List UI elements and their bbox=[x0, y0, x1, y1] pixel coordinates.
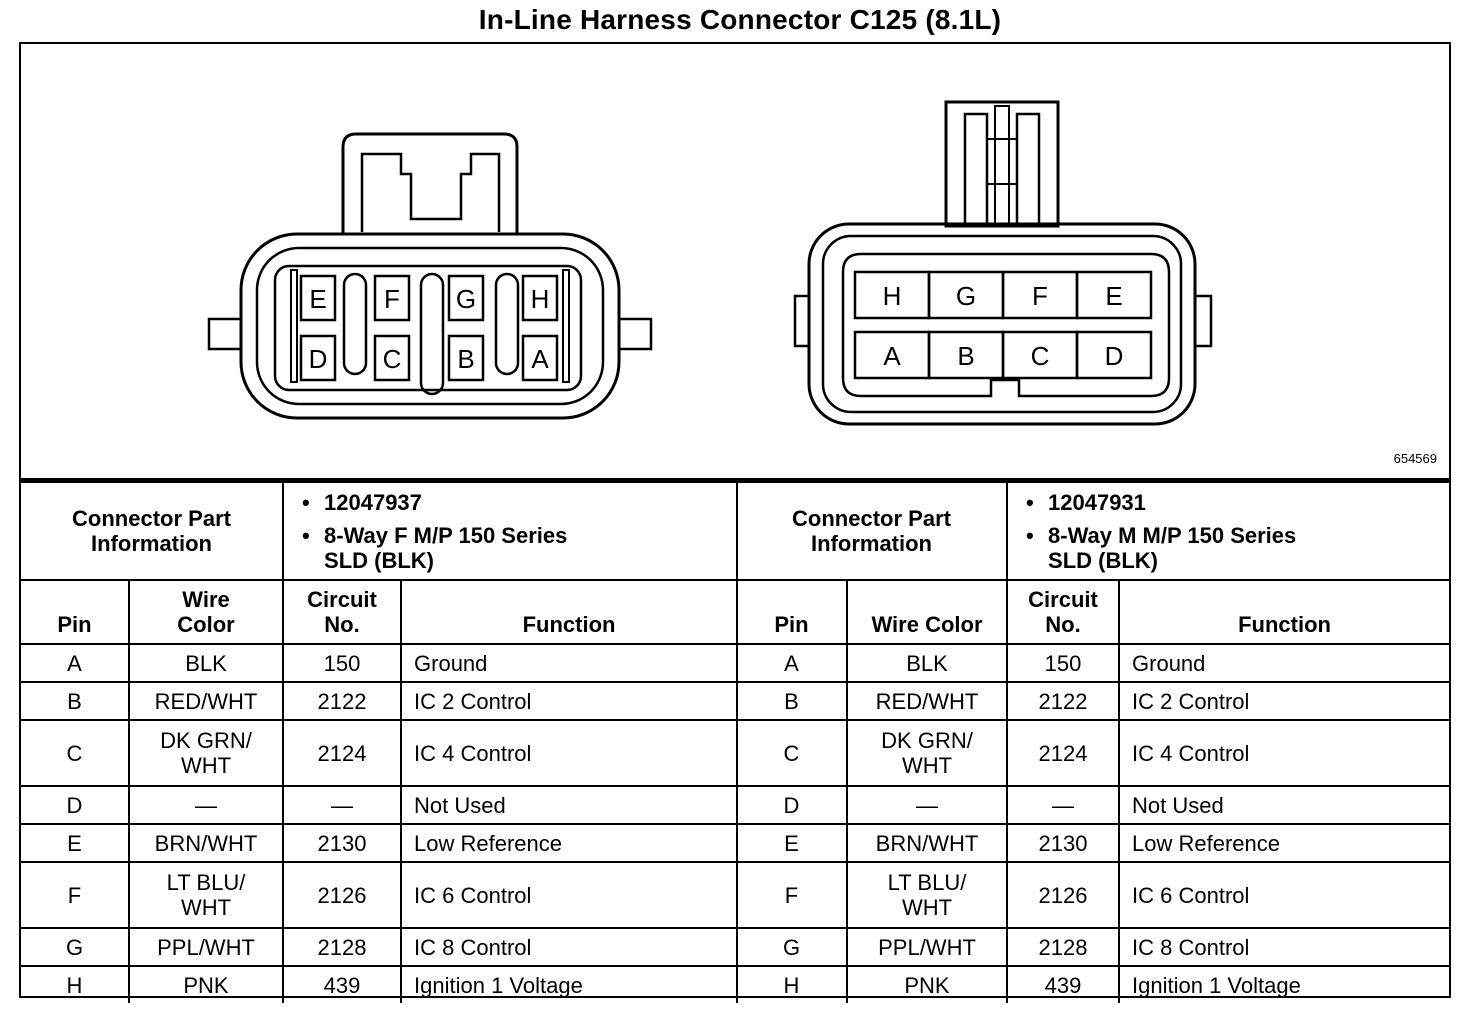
left-label-a: A bbox=[531, 344, 549, 374]
function-cell: IC 8 Control bbox=[401, 928, 737, 966]
header-circuit-line2: No. bbox=[324, 612, 360, 637]
function-cell: Not Used bbox=[401, 786, 737, 824]
header-circuit-no bbox=[283, 580, 401, 644]
bullet-part-number bbox=[1026, 489, 1445, 515]
left-label-f: F bbox=[384, 284, 400, 314]
left-label-c: C bbox=[382, 344, 402, 374]
circuit-cell: 2128 bbox=[1007, 928, 1119, 966]
circuit-cell: 2126 bbox=[283, 862, 401, 928]
left-label-g: G bbox=[455, 284, 477, 314]
bullet-dot: • bbox=[1026, 522, 1034, 548]
left-latch-inner bbox=[362, 154, 499, 232]
bullet-dot: • bbox=[302, 522, 310, 548]
function-cell: Ignition 1 Voltage bbox=[1119, 966, 1449, 1003]
wire-cell: BRN/WHT bbox=[129, 824, 283, 862]
wire-line1: DK GRN/ bbox=[881, 728, 973, 753]
function-cell: IC 4 Control bbox=[401, 720, 737, 786]
circuit-cell: 439 bbox=[283, 966, 401, 1003]
bullet-description bbox=[302, 522, 732, 548]
left-label-b: B bbox=[457, 344, 475, 374]
wire-cell: RED/WHT bbox=[847, 682, 1007, 720]
header-wire-color bbox=[129, 580, 283, 644]
circuit-cell: 2124 bbox=[283, 720, 401, 786]
right-label-c: C bbox=[1030, 341, 1050, 371]
right-label-h: H bbox=[882, 281, 902, 311]
table-row bbox=[21, 644, 737, 682]
function-cell: Ground bbox=[401, 644, 737, 682]
part-info-label bbox=[21, 482, 283, 580]
circuit-cell: — bbox=[1007, 786, 1119, 824]
right-latch bbox=[946, 102, 1058, 226]
left-label-h: H bbox=[530, 284, 550, 314]
circuit-cell: 2130 bbox=[1007, 824, 1119, 862]
function-cell: Low Reference bbox=[401, 824, 737, 862]
info-label-line2: Information bbox=[811, 531, 932, 556]
circuit-cell: 150 bbox=[1007, 644, 1119, 682]
part-info-bullets bbox=[1007, 482, 1449, 580]
function-cell: IC 6 Control bbox=[401, 862, 737, 928]
wire-cell: PNK bbox=[847, 966, 1007, 1003]
wire-line2: WHT bbox=[901, 895, 953, 920]
function-cell: IC 2 Control bbox=[1119, 682, 1449, 720]
header-function: Function bbox=[1119, 580, 1449, 644]
function-cell: IC 8 Control bbox=[1119, 928, 1449, 966]
function-cell: IC 4 Control bbox=[1119, 720, 1449, 786]
column-header-row bbox=[737, 580, 1449, 644]
circuit-cell: 2122 bbox=[283, 682, 401, 720]
wire-cell: — bbox=[847, 786, 1007, 824]
table-row bbox=[21, 682, 737, 720]
part-number: 12047931 bbox=[1048, 489, 1146, 515]
function-cell: IC 6 Control bbox=[1119, 862, 1449, 928]
table-row bbox=[737, 862, 1449, 928]
part-info-row bbox=[737, 482, 1449, 580]
wire-line1: LT BLU/ bbox=[166, 870, 246, 895]
bullet-dot: • bbox=[302, 489, 310, 515]
right-body-inner bbox=[823, 236, 1181, 412]
part-description-line1: 8-Way M M/P 150 Series bbox=[1048, 522, 1297, 548]
part-number: 12047937 bbox=[324, 489, 422, 515]
pin-cell: G bbox=[737, 928, 847, 966]
right-tab-left bbox=[795, 296, 809, 346]
function-cell: Low Reference bbox=[1119, 824, 1449, 862]
part-description-line1: 8-Way F M/P 150 Series bbox=[324, 522, 568, 548]
right-label-d: D bbox=[1104, 341, 1124, 371]
pin-cell: H bbox=[21, 966, 129, 1003]
right-label-e: E bbox=[1105, 281, 1123, 311]
pin-cell: B bbox=[737, 682, 847, 720]
wire-cell: PPL/WHT bbox=[129, 928, 283, 966]
bullet-dot: • bbox=[1026, 489, 1034, 515]
wire-line2: WHT bbox=[901, 753, 953, 778]
pin-cell: A bbox=[737, 644, 847, 682]
left-tab-right bbox=[619, 319, 651, 349]
pin-cell: C bbox=[21, 720, 129, 786]
pin-cell: E bbox=[737, 824, 847, 862]
left-label-d: D bbox=[308, 344, 328, 374]
part-description-line2: SLD (BLK) bbox=[324, 547, 434, 573]
wire-cell bbox=[129, 862, 283, 928]
right-label-b: B bbox=[957, 341, 975, 371]
header-circuit-line2: No. bbox=[1045, 612, 1081, 637]
table-row bbox=[21, 720, 737, 786]
column-header-row bbox=[21, 580, 737, 644]
table-row bbox=[737, 720, 1449, 786]
connector-diagram bbox=[21, 44, 1449, 480]
header-circuit-line1: Circuit bbox=[1028, 587, 1098, 612]
table-row bbox=[737, 786, 1449, 824]
pin-cell: H bbox=[737, 966, 847, 1003]
pin-cell: A bbox=[21, 644, 129, 682]
part-description-line2: SLD (BLK) bbox=[1048, 547, 1158, 573]
wire-cell: PNK bbox=[129, 966, 283, 1003]
pin-cell: F bbox=[737, 862, 847, 928]
wire-cell: PPL/WHT bbox=[847, 928, 1007, 966]
pin-cell: G bbox=[21, 928, 129, 966]
function-cell: IC 2 Control bbox=[401, 682, 737, 720]
pin-cell: F bbox=[21, 862, 129, 928]
wire-cell: BLK bbox=[129, 644, 283, 682]
table-row bbox=[21, 928, 737, 966]
right-pinout-table bbox=[737, 481, 1449, 1003]
info-label-line1: Connector Part bbox=[792, 506, 951, 531]
pin-cell: D bbox=[737, 786, 847, 824]
wire-line1: DK GRN/ bbox=[160, 728, 252, 753]
header-wire-line1: Wire bbox=[182, 587, 230, 612]
header-circuit-line1: Circuit bbox=[307, 587, 377, 612]
header-pin: Pin bbox=[21, 580, 129, 644]
wire-cell bbox=[129, 720, 283, 786]
table-row bbox=[737, 966, 1449, 1003]
circuit-cell: — bbox=[283, 786, 401, 824]
bullet-part-number bbox=[302, 489, 732, 515]
wire-cell bbox=[847, 720, 1007, 786]
header-pin: Pin bbox=[737, 580, 847, 644]
pin-cell: D bbox=[21, 786, 129, 824]
info-label-line1: Connector Part bbox=[72, 506, 231, 531]
table-row bbox=[21, 786, 737, 824]
wire-cell bbox=[847, 862, 1007, 928]
pin-cell: E bbox=[21, 824, 129, 862]
header-wire-line2: Color bbox=[177, 612, 235, 637]
table-row bbox=[737, 928, 1449, 966]
pin-cell: B bbox=[21, 682, 129, 720]
left-connector-drawing bbox=[209, 134, 651, 418]
right-tab-right bbox=[1195, 296, 1211, 346]
wire-line2: WHT bbox=[180, 895, 232, 920]
header-circuit-no bbox=[1007, 580, 1119, 644]
circuit-cell: 2126 bbox=[1007, 862, 1119, 928]
wire-cell: RED/WHT bbox=[129, 682, 283, 720]
table-row bbox=[737, 682, 1449, 720]
circuit-cell: 2124 bbox=[1007, 720, 1119, 786]
table-row bbox=[737, 644, 1449, 682]
right-label-a: A bbox=[883, 341, 901, 371]
part-info-row bbox=[21, 482, 737, 580]
right-cavity-frame bbox=[843, 254, 1169, 396]
left-label-e: E bbox=[309, 284, 327, 314]
table-row bbox=[21, 862, 737, 928]
left-tab-left bbox=[209, 319, 241, 349]
wire-line1: LT BLU/ bbox=[887, 870, 967, 895]
info-label-line2: Information bbox=[91, 531, 212, 556]
bullet-description bbox=[1026, 522, 1445, 548]
header-function: Function bbox=[401, 580, 737, 644]
function-cell: Ignition 1 Voltage bbox=[401, 966, 737, 1003]
pin-cell: C bbox=[737, 720, 847, 786]
circuit-cell: 150 bbox=[283, 644, 401, 682]
part-info-bullets bbox=[283, 482, 737, 580]
wire-line2: WHT bbox=[180, 753, 232, 778]
figure-reference-number: 654569 bbox=[1393, 451, 1437, 466]
page-title: In-Line Harness Connector C125 (8.1L) bbox=[478, 4, 1002, 35]
table-row bbox=[21, 966, 737, 1003]
right-connector-drawing bbox=[795, 102, 1211, 424]
table-row bbox=[737, 824, 1449, 862]
right-label-g: G bbox=[955, 281, 977, 311]
connector-drawings bbox=[21, 44, 1449, 480]
connector-frame bbox=[19, 42, 1451, 998]
wire-cell: BRN/WHT bbox=[847, 824, 1007, 862]
table-row bbox=[21, 824, 737, 862]
left-pinout-table bbox=[21, 481, 738, 1003]
header-wire-color: Wire Color bbox=[847, 580, 1007, 644]
part-info-label bbox=[737, 482, 1007, 580]
wire-cell: — bbox=[129, 786, 283, 824]
circuit-cell: 2130 bbox=[283, 824, 401, 862]
function-cell: Ground bbox=[1119, 644, 1449, 682]
function-cell: Not Used bbox=[1119, 786, 1449, 824]
wire-cell: BLK bbox=[847, 644, 1007, 682]
circuit-cell: 2128 bbox=[283, 928, 401, 966]
circuit-cell: 2122 bbox=[1007, 682, 1119, 720]
circuit-cell: 439 bbox=[1007, 966, 1119, 1003]
right-label-f: F bbox=[1032, 281, 1048, 311]
